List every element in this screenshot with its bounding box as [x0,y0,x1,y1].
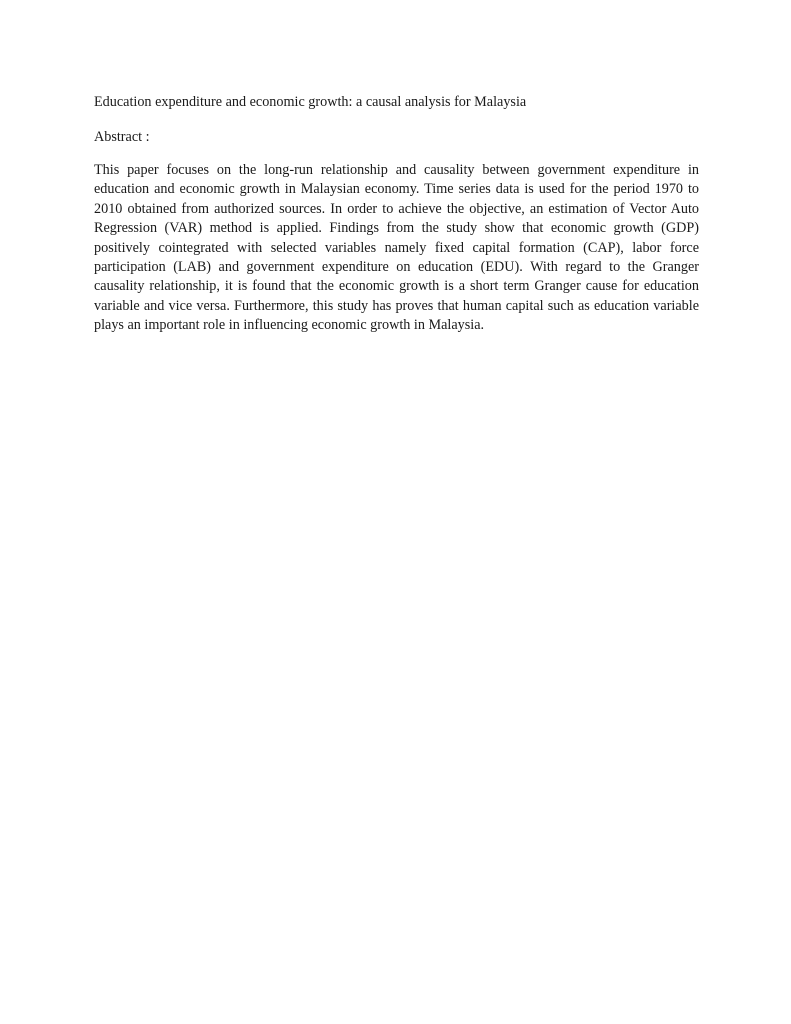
abstract-paragraph: This paper focuses on the long-run relationship and causality between government expenditure in education and economic growth in Malaysian economy. Time series data is used for the period 1970 to 2010 obtained from authorized sources. In order to achieve the objective, an estimation of Vector Auto Regression (VAR) method is applied. Findings from the study show that economic growth (GDP) positively cointegrated with selected variables namely fixed capital formation (CAP), labor force participation (LAB) and government expenditure on education (EDU). With regard to the Granger causality relationship, it is found that the economic growth is a short term Granger cause for education variable and vice versa. Furthermore, this study has proves that human capital such as education variable plays an important role in influencing economic growth in Malaysia. [94,162,699,334]
paper-title: Education expenditure and economic growth: a causal analysis for Malaysia [94,94,527,110]
document-content [94,92,699,336]
abstract-heading: Abstract : [94,129,150,145]
